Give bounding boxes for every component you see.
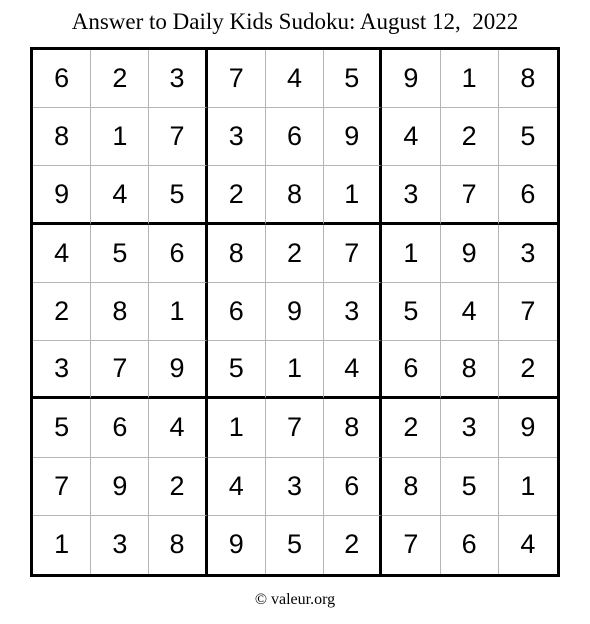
sudoku-cell: 6 — [208, 283, 266, 341]
sudoku-cell: 2 — [149, 458, 207, 516]
sudoku-cell: 7 — [208, 50, 266, 108]
sudoku-cell: 4 — [149, 399, 207, 457]
sudoku-cell: 8 — [324, 399, 382, 457]
sudoku-cell: 2 — [441, 108, 499, 166]
sudoku-cell: 7 — [33, 458, 91, 516]
sudoku-cell: 6 — [149, 225, 207, 283]
sudoku-cell: 8 — [266, 166, 324, 224]
sudoku-cell: 9 — [266, 283, 324, 341]
sudoku-cell: 6 — [324, 458, 382, 516]
sudoku-cell: 3 — [33, 341, 91, 399]
sudoku-cell: 3 — [149, 50, 207, 108]
sudoku-cell: 1 — [324, 166, 382, 224]
sudoku-cell: 5 — [266, 516, 324, 574]
sudoku-cell: 8 — [208, 225, 266, 283]
sudoku-cell: 1 — [208, 399, 266, 457]
sudoku-cell: 8 — [441, 341, 499, 399]
sudoku-cell: 8 — [33, 108, 91, 166]
sudoku-cell: 2 — [499, 341, 557, 399]
sudoku-cell: 4 — [33, 225, 91, 283]
sudoku-cell: 6 — [499, 166, 557, 224]
sudoku-cell: 3 — [382, 166, 440, 224]
sudoku-cell: 7 — [91, 341, 149, 399]
sudoku-cell: 5 — [324, 50, 382, 108]
sudoku-cell: 2 — [324, 516, 382, 574]
sudoku-cell: 1 — [266, 341, 324, 399]
sudoku-cell: 9 — [149, 341, 207, 399]
sudoku-cell: 5 — [499, 108, 557, 166]
sudoku-cell: 2 — [91, 50, 149, 108]
sudoku-cell: 5 — [208, 341, 266, 399]
sudoku-cell: 4 — [324, 341, 382, 399]
sudoku-cell: 9 — [499, 399, 557, 457]
sudoku-cell: 9 — [441, 225, 499, 283]
sudoku-cell: 2 — [266, 225, 324, 283]
sudoku-cell: 4 — [382, 108, 440, 166]
sudoku-cell: 2 — [382, 399, 440, 457]
sudoku-cell: 1 — [91, 108, 149, 166]
sudoku-cell: 9 — [324, 108, 382, 166]
sudoku-cell: 9 — [91, 458, 149, 516]
sudoku-cell: 3 — [441, 399, 499, 457]
sudoku-cell: 7 — [499, 283, 557, 341]
sudoku-cell: 6 — [33, 50, 91, 108]
sudoku-cell: 4 — [266, 50, 324, 108]
sudoku-cell: 3 — [208, 108, 266, 166]
sudoku-cell: 4 — [441, 283, 499, 341]
sudoku-cell: 6 — [91, 399, 149, 457]
sudoku-cell: 8 — [149, 516, 207, 574]
sudoku-cell: 5 — [91, 225, 149, 283]
sudoku-cell: 3 — [499, 225, 557, 283]
sudoku-cell: 8 — [499, 50, 557, 108]
sudoku-cell: 9 — [33, 166, 91, 224]
sudoku-board — [30, 47, 560, 577]
sudoku-cell: 5 — [382, 283, 440, 341]
sudoku-cell: 3 — [91, 516, 149, 574]
copyright-footer: © valeur.org — [254, 591, 336, 608]
sudoku-cell: 1 — [33, 516, 91, 574]
sudoku-cell: 6 — [266, 108, 324, 166]
sudoku-cell: 6 — [382, 341, 440, 399]
sudoku-cell: 2 — [208, 166, 266, 224]
sudoku-cell: 6 — [441, 516, 499, 574]
sudoku-cell: 4 — [91, 166, 149, 224]
sudoku-cell: 7 — [441, 166, 499, 224]
sudoku-cell: 5 — [441, 458, 499, 516]
sudoku-cell: 3 — [266, 458, 324, 516]
sudoku-cell: 1 — [441, 50, 499, 108]
sudoku-cell: 1 — [149, 283, 207, 341]
sudoku-cell: 1 — [499, 458, 557, 516]
sudoku-cell: 8 — [382, 458, 440, 516]
sudoku-cell: 8 — [91, 283, 149, 341]
sudoku-cell: 7 — [324, 225, 382, 283]
sudoku-cell: 7 — [149, 108, 207, 166]
sudoku-cell: 7 — [382, 516, 440, 574]
sudoku-cell: 5 — [149, 166, 207, 224]
sudoku-cell: 9 — [382, 50, 440, 108]
sudoku-cell: 5 — [33, 399, 91, 457]
sudoku-cell: 3 — [324, 283, 382, 341]
sudoku-cell: 1 — [382, 225, 440, 283]
sudoku-cell: 7 — [266, 399, 324, 457]
sudoku-cell: 4 — [208, 458, 266, 516]
sudoku-cell: 9 — [208, 516, 266, 574]
sudoku-cell: 4 — [520, 529, 536, 560]
sudoku-cell: 2 — [33, 283, 91, 341]
puzzle-title: Answer to Daily Kids Sudoku: August 12, 2022 — [71, 9, 519, 34]
